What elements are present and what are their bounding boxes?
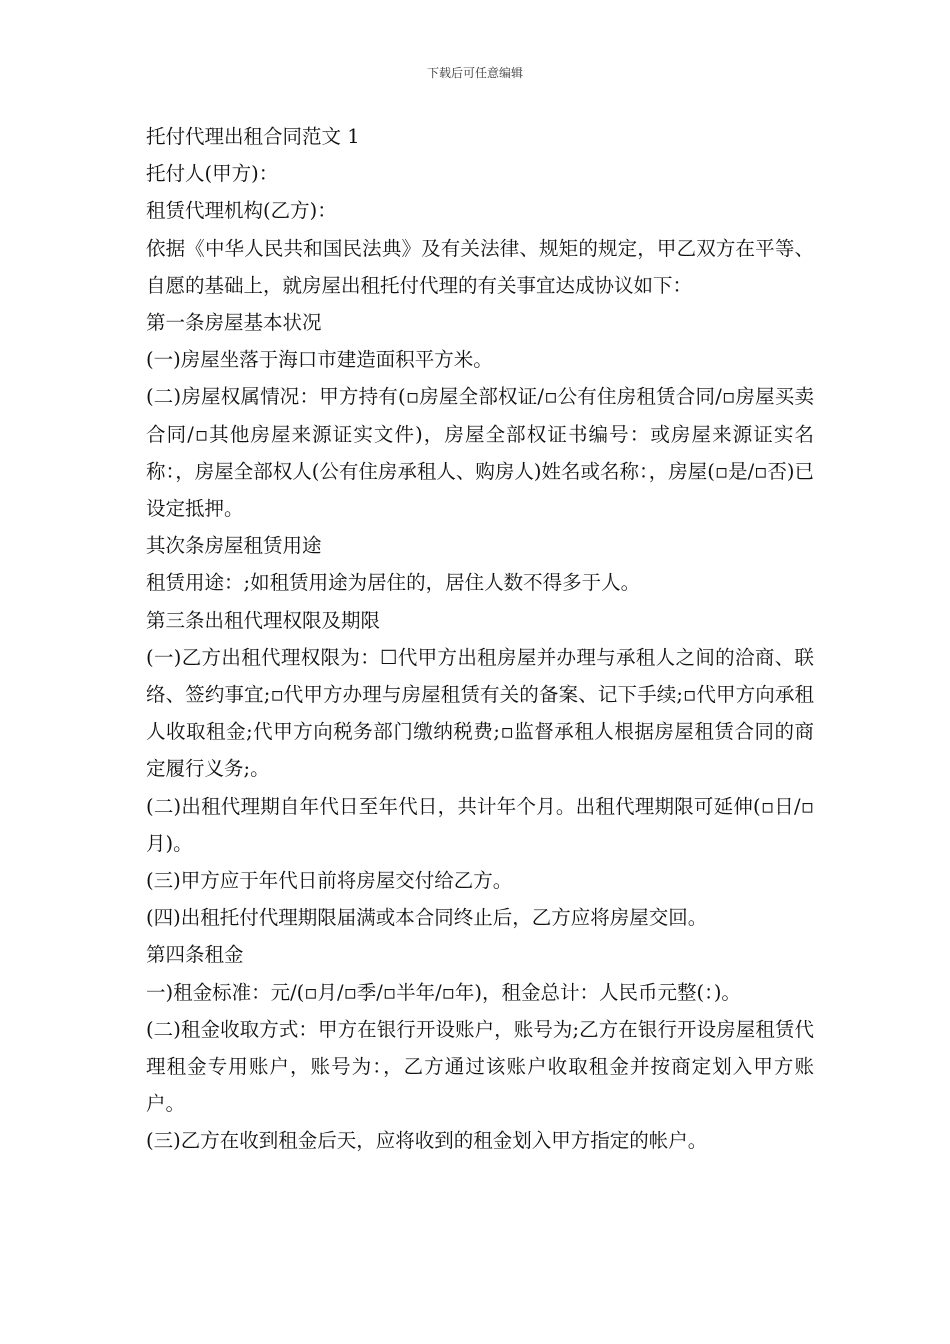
- document-body: [146, 118, 814, 1160]
- article-1-heading: 第一条房屋基本状况: [146, 311, 322, 335]
- article-3-item-3: (三)甲方应于年代日前将房屋交付给乙方。: [146, 869, 513, 893]
- page-header-note: 下载后可任意编辑: [426, 66, 523, 80]
- party-a-line: 托付人(甲方)：: [146, 162, 279, 186]
- article-2-body: 租赁用途：;如租赁用途为居住的，居住人数不得多于人。: [146, 571, 641, 595]
- article-3-item-2: (二)出租代理期自年代日至年代日，共计年个月。出租代理期限可延伸(▫日/▫月)。: [146, 794, 814, 855]
- document-title: 托付代理出租合同范文 1: [146, 125, 360, 148]
- article-4-item-3: (三)乙方在收到租金后天，应将收到的租金划入甲方指定的帐户。: [146, 1129, 708, 1153]
- article-4-item-2: (二)租金收取方式：甲方在银行开设账户，账号为;乙方在银行开设房屋租赁代理租金专用账户，账号为：，乙方通过该账户收取租金并按商定划入甲方账户。: [146, 1017, 814, 1116]
- preamble-paragraph: 依据《中华人民共和国民法典》及有关法律、规矩的规定，甲乙双方在平等、自愿的基础上，就房屋出租托付代理的有关事宜达成协议如下：: [146, 236, 814, 297]
- article-3-item-4: (四)出租托付代理期限届满或本合同终止后，乙方应将房屋交回。: [146, 906, 708, 930]
- party-b-line: 租赁代理机构(乙方)：: [146, 199, 337, 223]
- article-4-heading: 第四条租金: [146, 943, 244, 967]
- article-2-heading: 其次条房屋租赁用途: [146, 534, 322, 558]
- article-1-item-2: (二)房屋权属情况：甲方持有(▫房屋全部权证/▫公有住房租赁合同/▫房屋买卖合同/▫其他房屋来源证实文件)，房屋全部权证书编号：或房屋来源证实名称：，房屋全部权人(公有住房承租人、购房人)姓名或名称：，房屋(▫是/▫否)已设定抵押。: [146, 385, 814, 521]
- article-3-heading: 第三条出租代理权限及期限: [146, 608, 381, 632]
- article-4-item-1: 一)租金标准：元/(▫月/▫季/▫半年/▫年)，租金总计：人民币元整(：)。: [146, 980, 741, 1004]
- article-1-item-1: (一)房屋坐落于海口市建造面积平方米。: [146, 348, 493, 372]
- article-3-item-1: (一)乙方出租代理权限为：☐代甲方出租房屋并办理与承租人之间的洽商、联络、签约事宜;▫代甲方办理与房屋租赁有关的备案、记下手续;▫代甲方向承租人收取租金;代甲方向税务部门缴纳税费;▫监督承租人根据房屋租赁合同的商定履行义务;。: [146, 645, 814, 781]
